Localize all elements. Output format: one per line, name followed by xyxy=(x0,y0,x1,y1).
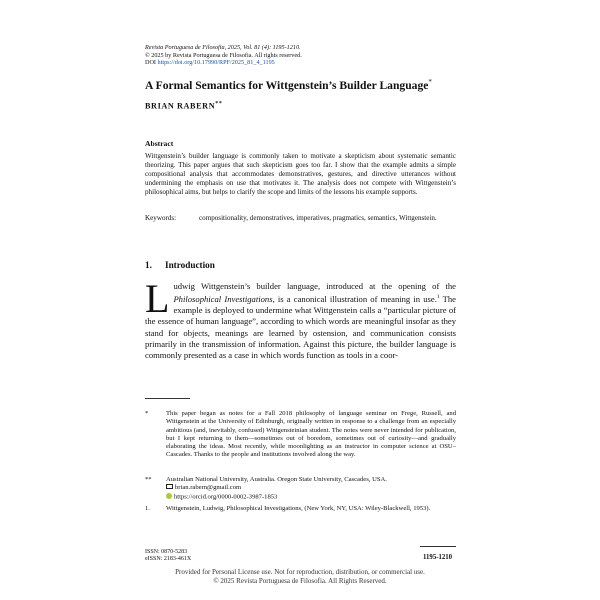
footnote-mark: * xyxy=(145,410,149,417)
section-heading xyxy=(145,260,215,270)
page-range-rule xyxy=(420,546,456,547)
issn-electronic: eISSN: 2183-461X xyxy=(145,556,192,563)
intro-work-title: Philosophical Investigations xyxy=(173,294,273,305)
intro-text-3: The example is deployed to undermine what Wittgenstein calls a “particular picture of the essence of human language”, according to which words are meaningful insofar as they stand for objects, meanings are learned by ostension, and communication consists primarily in the transmission of information. Against this picture, the builder language is commonly presented as a case in which words function as tools in a coor- xyxy=(145,294,456,361)
issn-block xyxy=(145,549,191,564)
journal-copyright: © 2025 by Revista Portuguesa de Filosofia. All rights reserved. xyxy=(145,51,302,59)
intro-text-1: udwig Wittgenstein’s builder language, introduced at the opening of the xyxy=(173,281,456,291)
footnote-mark: 1. xyxy=(145,505,150,512)
intro-text-2: , is a canonical illustration of meaning in use. xyxy=(272,294,437,305)
license-notice xyxy=(0,568,600,586)
author-email-line xyxy=(166,484,456,492)
article-title xyxy=(145,78,465,92)
section-title: Introduction xyxy=(165,260,215,270)
orcid-icon xyxy=(166,493,172,499)
abstract-text: Wittgenstein’s builder language is commonly taken to motivate a skepticism about systematic semantic theorizing. This paper argues that such skepticism goes too far. I show that the example admits a simple compositional analysis that accommodates demonstratives, gestures, and directive utterances without undermining the emphasis on use that motivates it. The analysis does not compete with Wittgenstein’s philosophical aims, but helps to clarify the scope and limits of the lessons his example supports. xyxy=(145,152,456,197)
footnote-mark: ** xyxy=(145,476,152,483)
abstract-heading: Abstract xyxy=(145,139,174,148)
footnote-star xyxy=(145,410,456,460)
author-footnote-mark[interactable]: ** xyxy=(215,101,223,107)
article-title-text: A Formal Semantics for Wittgenstein’s Builder Language xyxy=(145,78,429,92)
keywords xyxy=(145,214,456,223)
author-orcid-line xyxy=(166,493,456,502)
journal-doi xyxy=(145,59,465,67)
license-line-2: © 2025 Revista Portuguesa de Filosofia. All Rights Reserved. xyxy=(213,577,387,585)
journal-header xyxy=(145,44,465,67)
journal-citation: Revista Portuguesa de Filosofia, 2025, Vol. 81 (4): 1195-1210. xyxy=(145,44,301,51)
footnote-1 xyxy=(145,505,456,513)
keywords-label: Keywords: xyxy=(145,214,177,222)
footnote-author-body xyxy=(166,476,456,501)
issn-print: ISSN: 0870-5283 xyxy=(145,549,188,555)
intro-paragraph xyxy=(145,276,456,361)
keywords-list: compositionality, demonstratives, imperatives, pragmatics, semantics, Wittgenstein. xyxy=(199,214,437,222)
section-number: 1. xyxy=(145,260,152,270)
footnote-text: Wittgenstein, Ludwig, Philosophical Investigations, (New York, NY, USA: Wiley-Blackwell, 1953). xyxy=(166,505,431,512)
author-name-text: BRIAN RABERN xyxy=(145,101,216,111)
footnote-divider xyxy=(145,398,190,399)
doi-label: DOI xyxy=(145,59,156,67)
drop-cap: L xyxy=(145,276,170,321)
footnote-text: This paper began as notes for a Fall 2018 philosophy of language seminar on Frege, Russell, and Wittgenstein at the University of Edinburgh, originally written in response to a challenge from an especially ambitious (and, inevitably, confused) Wittgensteinian student. The notes were never intended for publication, but I kept returning to them—sometimes out of boredom, sometimes out of curiosity—and gradually elaborating the ideas. Most recently, while moonlighting as an instructor in computer science at OSU–Cascades. Thanks to the people and institutions involved along the way. xyxy=(166,410,456,459)
footnote-author xyxy=(145,476,456,501)
author-affiliation: Australian National University, Australia. Oregon State University, Cascades, USA. xyxy=(166,476,387,483)
author-name xyxy=(145,101,222,111)
license-line-1: Provided for Personal License use. Not for reproduction, distribution, or commercial use. xyxy=(175,568,425,576)
doi-link[interactable]: https://doi.org/10.17990/RPF/2025_81_4_1195 xyxy=(157,59,275,67)
title-footnote-mark[interactable]: * xyxy=(428,78,432,86)
email-icon xyxy=(166,484,173,489)
page-range: 1195-1210 xyxy=(423,554,453,561)
footnote-ref-1[interactable]: 1 xyxy=(436,294,440,301)
author-orcid[interactable]: https://orcid.org/0000-0002-3987-1853 xyxy=(174,493,278,501)
author-email[interactable]: brian.rabern@gmail.com xyxy=(175,484,242,492)
